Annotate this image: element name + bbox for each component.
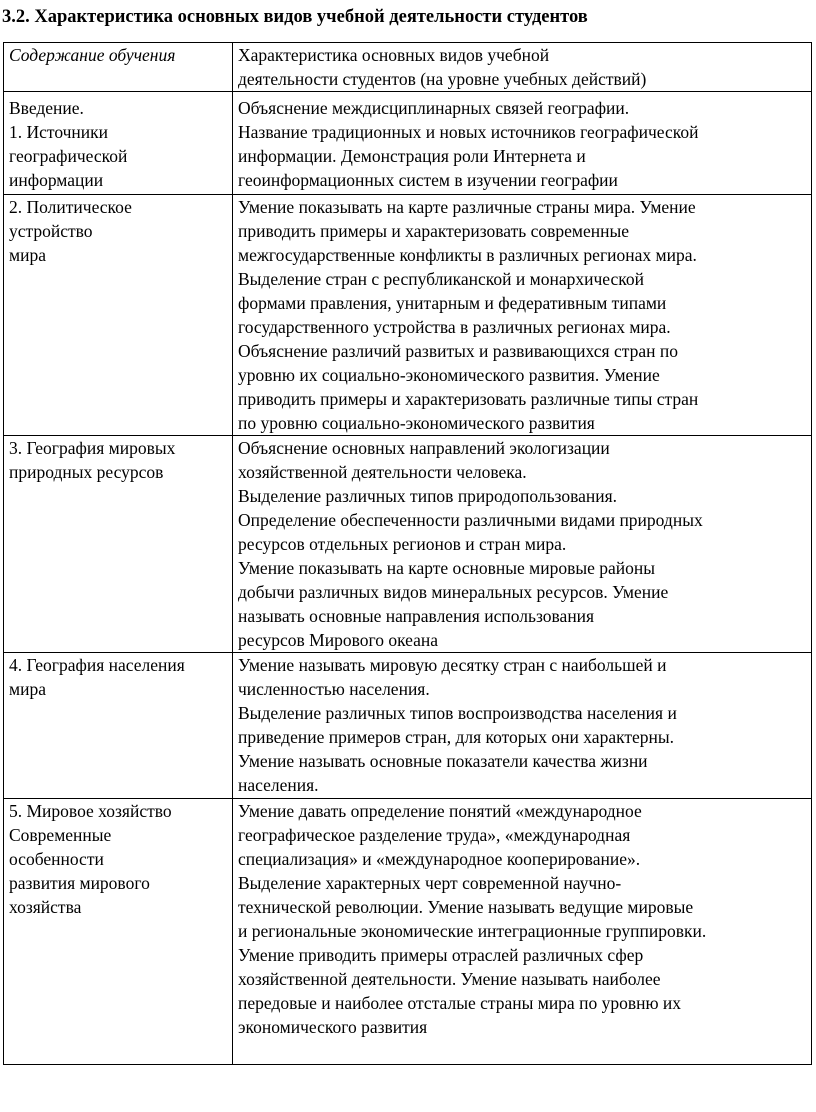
topic-cell: 3. География мировых природных ресурсов: [4, 436, 233, 653]
table-row: [4, 92, 812, 195]
topic-cell: 4. География населения мира: [4, 653, 233, 799]
description-cell: Объяснение междисциплинарных связей географии. Название традиционных и новых источников географической информации. Демонстрация роли Интернета и геоинформационных систем в изучении географии: [233, 92, 812, 195]
topic-cell: 5. Мировое хозяйство Современные особенности развития мирового хозяйства: [4, 799, 233, 1065]
table-row: [4, 799, 812, 1065]
topic-cell: 2. Политическое устройство мира: [4, 195, 233, 436]
description-cell: Объяснение основных направлений экологизации хозяйственной деятельности человека. Выделение различных типов природопользования. Определение обеспеченности различными видами природных ресурсов отдельных регионов и стран мира. Умение показывать на карте основные мировые районы добычи различных видов минеральных ресурсов. Умение называть основные направления использования ресурсов Мирового океана: [233, 436, 812, 653]
header-content: Содержание обучения: [4, 43, 233, 92]
topic-cell: Введение. 1. Источники географической информации: [4, 92, 233, 195]
table-header-row: [4, 43, 812, 92]
description-cell: Умение давать определение понятий «международное географическое разделение труда», «международная специализация» и «международное кооперирование». Выделение характерных черт современной научно- технической революции. Умение называть ведущие мировые и региональные экономические интеграционные группировки. Умение приводить примеры отраслей различных сфер хозяйственной деятельности. Умение называть наиболее передовые и наиболее отсталые страны мира по уровню их экономического развития: [233, 799, 812, 1065]
description-cell: Умение показывать на карте различные страны мира. Умение приводить примеры и характеризовать современные межгосударственные конфликты в различных регионах мира. Выделение стран с республиканской и монархической формами правления, унитарным и федеративным типами государственного устройства в различных регионах мира. Объяснение различий развитых и развивающихся стран по уровню их социально-экономического развития. Умение приводить примеры и характеризовать различные типы стран по уровню социально-экономического развития: [233, 195, 812, 436]
description-cell: Умение называть мировую десятку стран с наибольшей и численностью населения. Выделение различных типов воспроизводства населения и приведение примеров стран, для которых они характерны. Умение называть основные показатели качества жизни населения.: [233, 653, 812, 799]
activities-table: [3, 42, 812, 1065]
header-characteristic: Характеристика основных видов учебной деятельности студентов (на уровне учебных действий): [233, 43, 812, 92]
table-row: [4, 195, 812, 436]
table-row: [4, 436, 812, 653]
table-row: [4, 653, 812, 799]
document-title: 3.2. Характеристика основных видов учебной деятельности студентов: [2, 7, 588, 27]
